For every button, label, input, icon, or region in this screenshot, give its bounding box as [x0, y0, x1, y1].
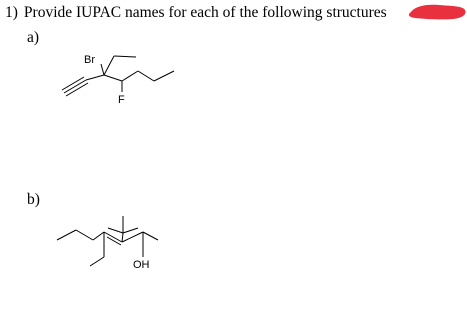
question-number: 1): [5, 4, 18, 21]
hydroxyl-group-label: OH: [133, 259, 150, 271]
fluorine-atom-label: F: [118, 94, 125, 106]
part-b-label: b): [27, 191, 40, 208]
structure-a: [62, 56, 174, 96]
bromine-atom-label: Br: [84, 54, 95, 66]
part-a-label: a): [27, 29, 40, 46]
question-prompt: Provide IUPAC names for each of the following structures: [23, 4, 387, 21]
